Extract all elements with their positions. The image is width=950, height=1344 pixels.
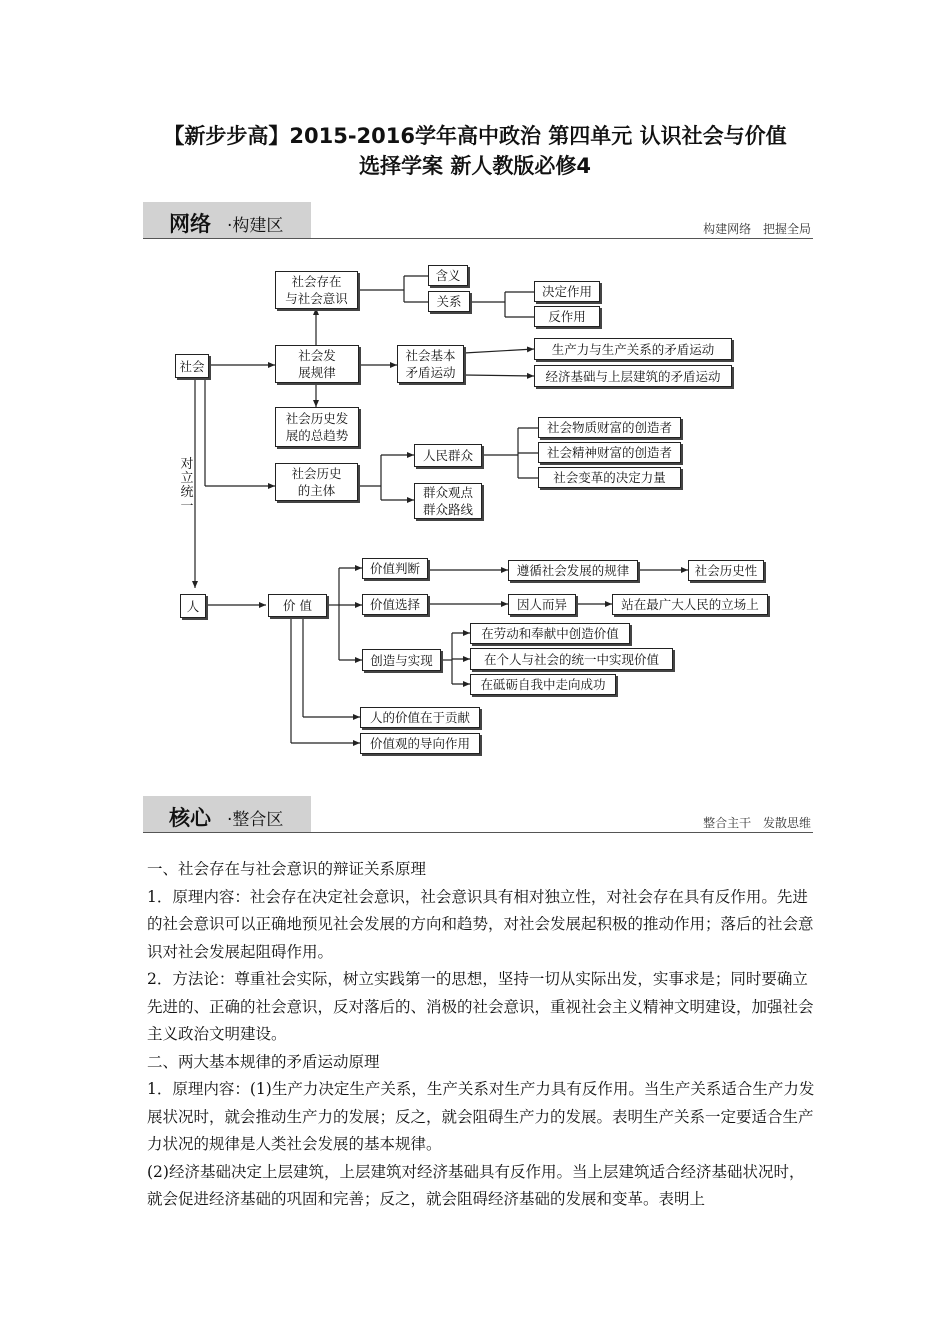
section-slogan: 整合主干 发散思维 (703, 816, 811, 830)
section-sub-title: ·整合区 (227, 810, 284, 830)
node-yinren-eryi: 因人而异 (508, 594, 576, 615)
node-daoxiang-zuoyong: 价值观的导向作用 (360, 733, 480, 754)
node-chuangzao-shixian: 创造与实现 (362, 649, 441, 671)
node-jiben-maodun: 社会基本 矛盾运动 (397, 345, 464, 383)
node-fazhan-guilv: 社会发 展规律 (275, 345, 359, 383)
document-title-line1: 【新步步高】2015-2016学年高中政治 第四单元 认识社会与价值 (163, 124, 787, 148)
node-jiazhi-panduan: 价值判断 (362, 558, 428, 579)
node-hanyi: 含义 (428, 265, 468, 286)
node-cunzai-yishi: 社会存在 与社会意识 (275, 271, 358, 309)
node-lishixing: 社会历史性 (688, 560, 764, 581)
document-title-line2: 选择学案 新人教版必修4 (359, 154, 591, 178)
node-guanxi: 关系 (428, 291, 470, 312)
node-moli-ziwo: 在砥砺自我中走向成功 (470, 674, 616, 695)
heading-cunzai-yishi: 一、社会存在与社会意识的辩证关系原理 (147, 860, 427, 878)
node-jiazhi-gongxian: 人的价值在于贡献 (360, 707, 480, 728)
node-biange-liliang: 社会变革的决定力量 (538, 467, 681, 488)
arrow-jiben-jingji (464, 375, 534, 376)
heading-liangda-guilv: 二、两大基本规律的矛盾运动原理 (147, 1052, 380, 1071)
section-slogan: 构建网络 把握全局 (703, 222, 811, 236)
node-jiazhi: 价 值 (268, 594, 327, 617)
paragraph-yuanli-neirong-2: 1．原理内容：(1)生产力决定生产关系，生产关系对生产力具有反作用。当生产关系适合生产力发展状况时，就会推动生产力的发展；反之，就会阻碍生产力的发展。表明生产关系一定要适合生产力状况的规律是人类社会发展的基本规律。 (147, 1080, 815, 1153)
node-zunxun-guilv: 遵循社会发展的规律 (508, 560, 638, 581)
section-main-title: 网络 (169, 212, 211, 236)
paragraph-yuanli-neirong-1: 1．原理内容：社会存在决定社会意识，社会意识具有相对独立性，对社会存在具有反作用。先进的社会意识可以正确地预见社会发展的方向和趋势，对社会发展起积极的推动作用；落后的社会意识对社会发展起阻碍作用。 (147, 887, 814, 961)
paragraph-fangfalun: 2．方法论：尊重社会实际，树立实践第一的思想，坚持一切从实际出发，实事求是；同时要确立先进的、正确的社会意识，反对落后的、消极的社会意识，重视社会主义精神文明建设，加强社会主义政治文明建设。 (147, 970, 814, 1043)
body-content (147, 856, 817, 1214)
section-main-title: 核心 (169, 806, 211, 830)
section-sub-title: ·构建区 (227, 216, 284, 236)
node-wuzhi-caifu: 社会物质财富的创造者 (538, 417, 681, 438)
paragraph-jingji-jichu: (2)经济基础决定上层建筑，上层建筑对经济基础具有反作用。当上层建筑适合经济基础状况时，就会促进经济基础的巩固和完善；反之，就会阻碍经济基础的发展和变革。表明上 (147, 1162, 805, 1208)
section-tab (143, 796, 311, 832)
node-lishi-zhuti: 社会历史 的主体 (275, 463, 358, 501)
node-ren: 人 (180, 594, 206, 618)
section-core-header (143, 796, 813, 833)
node-lishi-qushi: 社会历史发 展的总趋势 (275, 407, 359, 447)
node-renmin-lichang: 站在最广大人民的立场上 (612, 594, 768, 615)
node-jiazhi-xuanze: 价值选择 (362, 594, 428, 615)
label-duili-tongyi: 对 立 统 一 (180, 457, 194, 514)
node-laodong-fengxian: 在劳动和奉献中创造价值 (470, 623, 630, 644)
arrow-jiben-shengchan (464, 349, 534, 353)
node-geren-shehui: 在个人与社会的统一中实现价值 (470, 648, 673, 670)
node-jingshen-caifu: 社会精神财富的创造者 (538, 442, 681, 463)
node-jingji-jichu-maodun: 经济基础与上层建筑的矛盾运动 (534, 365, 732, 387)
node-shehui: 社会 (175, 354, 209, 378)
node-jueding-zuoyong: 决定作用 (534, 281, 600, 302)
node-shengchanli-maodun: 生产力与生产关系的矛盾运动 (534, 338, 732, 360)
node-renmin-qunzhong: 人民群众 (414, 444, 482, 467)
node-qunzhong-guandian: 群众观点 群众路线 (414, 483, 482, 519)
node-fan-zuoyong: 反作用 (534, 306, 600, 327)
